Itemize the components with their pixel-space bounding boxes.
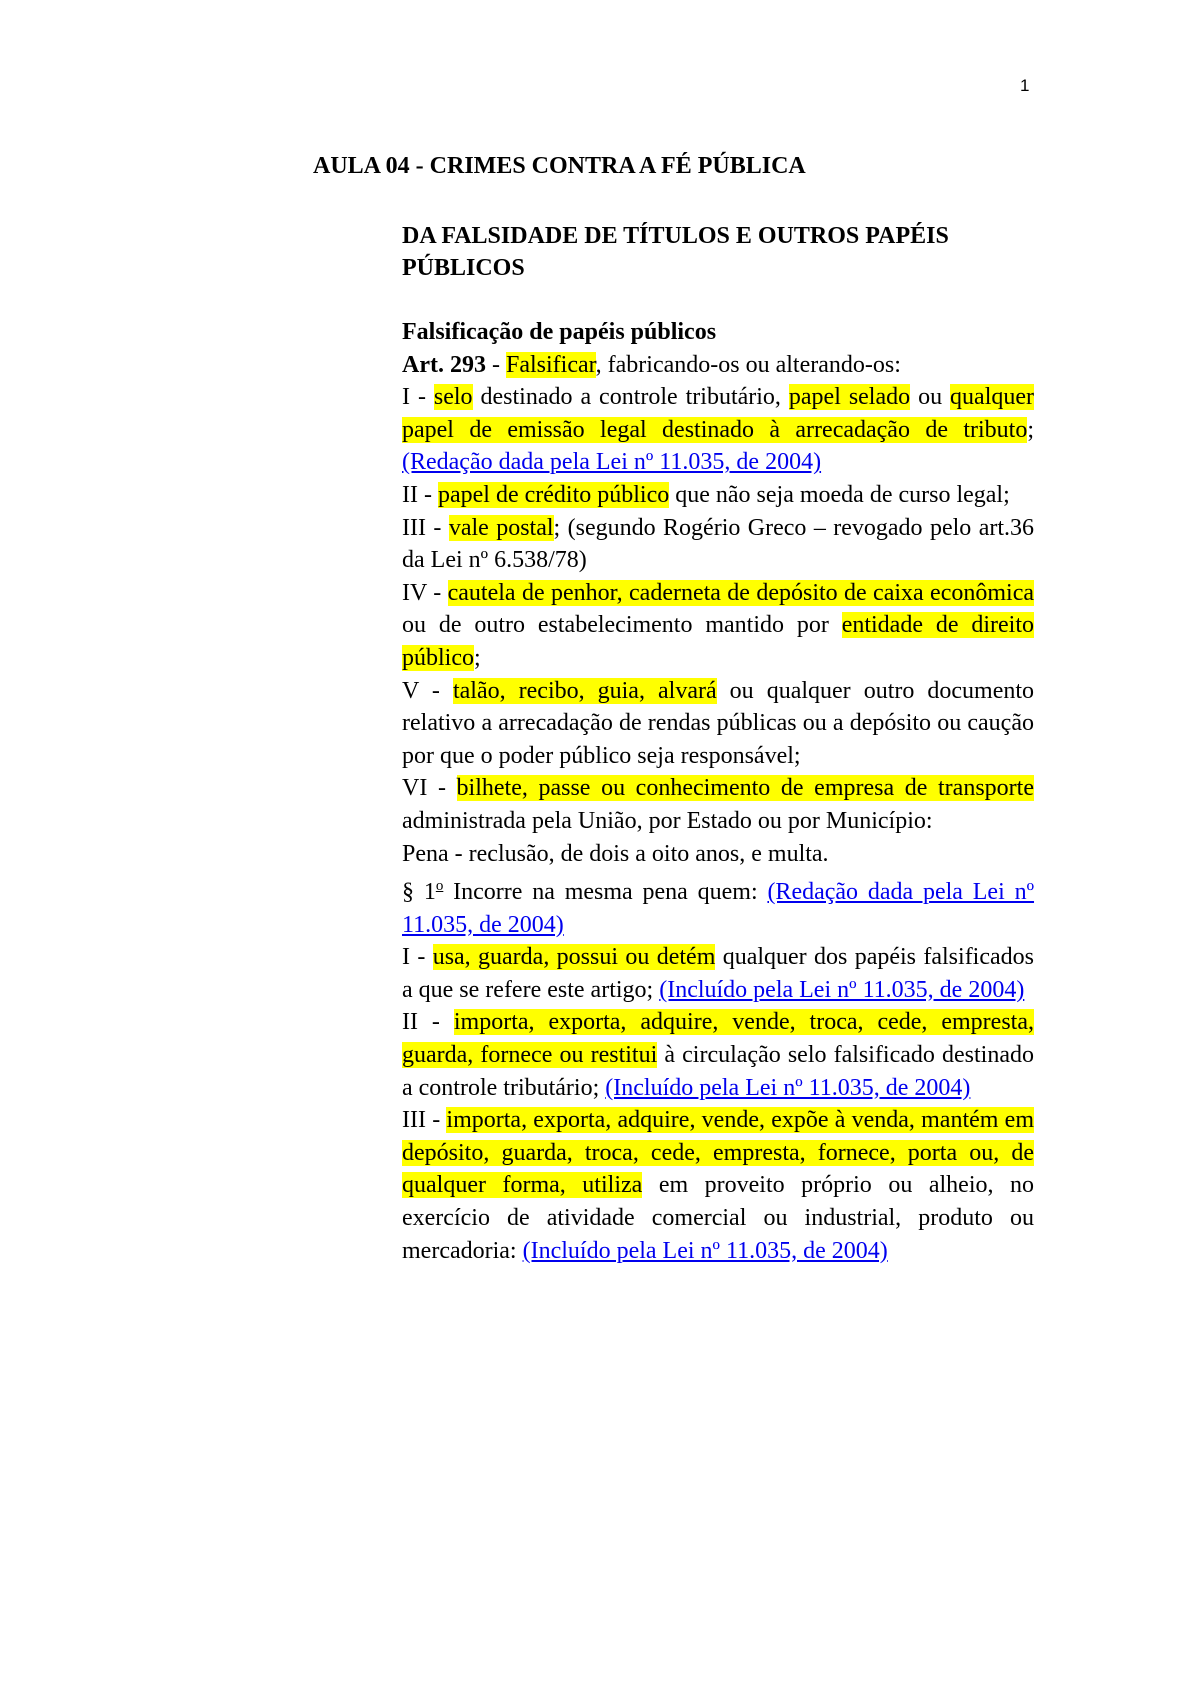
item-label: IV - — [402, 579, 448, 606]
page-title: AULA 04 - CRIMES CONTRA A FÉ PÚBLICA — [313, 153, 806, 179]
penalty: Pena - reclusão, de dois a oito anos, e multa. — [402, 840, 829, 867]
highlight: importa, exporta, adquire, vende, expõe à venda, mantém em depósito, guarda, troca, cede, empresta, fornece, porta ou, de qualquer forma, utiliza — [402, 1107, 1034, 1199]
p1-item-i: I - usa, guarda, possui ou detém qualquer dos papéis falsificados a que se refere este artigo; (Incluído pela Lei nº 11.035, de 2004) — [402, 944, 1034, 1003]
item-v: V - talão, recibo, guia, alvará ou qualquer outro documento relativo a arrecadação de rendas públicas ou a depósito ou caução por que o poder público seja responsável; — [402, 677, 1035, 769]
highlight: papel de crédito público — [437, 481, 670, 508]
highlight: bilhete, passe ou conhecimento de empresa de transporte — [456, 775, 1034, 802]
article-number: Art. 293 — [402, 351, 486, 378]
highlight: cautela de penhor, caderneta de depósito de caixa econômica — [447, 579, 1034, 606]
item-label: III - — [402, 514, 449, 541]
item-label: II - — [402, 481, 438, 508]
law-reference-link[interactable]: (Incluído pela Lei nº 11.035, de 2004) — [605, 1074, 971, 1101]
highlight: usa, guarda, possui ou detém — [432, 944, 716, 971]
article-heading: Falsificação de papéis públicos — [402, 319, 717, 345]
item-iii: III - vale postal; (segundo Rogério Greco – revogado pelo art.36 da Lei nº 6.538/78) — [402, 514, 1035, 574]
item-label: VI - — [402, 775, 457, 802]
item-iv: IV - cautela de penhor, caderneta de depósito de caixa econômica ou de outro estabelecimento mantido por entidade de direito público; — [402, 579, 1034, 671]
p1-item-iii: III - importa, exporta, adquire, vende, expõe à venda, mantém em depósito, guarda, troca, cede, empresta, fornece, porta ou, de qualquer forma, utiliza em proveito próprio ou alheio, no exercício de atividade comercial ou industrial, produto ou mercadoria: (Incluído pela Lei nº 11.035, de 2004) — [402, 1107, 1035, 1264]
item-label: I - — [402, 384, 434, 411]
section-title: DA FALSIDADE DE TÍTULOS E OUTROS PAPÉIS PÚBLICOS — [402, 223, 949, 281]
law-reference-link[interactable]: (Incluído pela Lei nº 11.035, de 2004) — [659, 976, 1025, 1003]
highlight: qualquer papel de emissão legal destinado à arrecadação de tributo — [402, 384, 1035, 443]
highlight: papel selado — [788, 384, 911, 411]
highlight: vale postal — [448, 514, 554, 541]
item-i: I - selo destinado a controle tributário, papel selado ou qualquer papel de emissão legal destinado à arrecadação de tributo; (Redação dada pela Lei nº 11.035, de 2004) — [402, 384, 1035, 476]
law-reference-link[interactable]: (Redação dada pela Lei nº 11.035, de 2004) — [402, 879, 1035, 938]
item-label: V - — [402, 677, 453, 704]
law-reference-link[interactable]: (Redação dada pela Lei nº 11.035, de 2004) — [402, 449, 822, 476]
document-body — [402, 316, 1034, 1267]
page-number: 1 — [1020, 76, 1030, 95]
paragraph-1: § 1$^o$ Incorre na mesma pena quem: (Redação dada pela Lei nº 11.035, de 2004) — [402, 878, 1035, 938]
law-reference-link[interactable]: (Incluído pela Lei nº 11.035, de 2004) — [522, 1237, 888, 1264]
highlight: entidade de direito público — [402, 612, 1034, 671]
item-label: I - — [402, 944, 433, 971]
article-caput: Art. 293 - Falsificar, fabricando-os ou alterando-os: — [402, 351, 901, 378]
item-label: III - — [402, 1107, 447, 1134]
highlight: selo — [433, 384, 473, 411]
highlight: talão, recibo, guia, alvará — [452, 677, 717, 704]
item-vi: VI - bilhete, passe ou conhecimento de empresa de transporte administrada pela União, por Estado ou por Município: — [402, 775, 1034, 834]
item-ii: II - papel de crédito público que não seja moeda de curso legal; — [402, 481, 1010, 508]
highlight: importa, exporta, adquire, vende, troca, cede, empresta, guarda, fornece ou restitui — [402, 1009, 1034, 1069]
p1-item-ii: II - importa, exporta, adquire, vende, troca, cede, empresta, guarda, fornece ou restitui à circulação selo falsificado destinado a controle tributário; (Incluído pela Lei nº 11.035, de 2004) — [402, 1009, 1034, 1101]
item-label: II - — [402, 1009, 454, 1036]
highlight: Falsificar — [505, 351, 596, 378]
